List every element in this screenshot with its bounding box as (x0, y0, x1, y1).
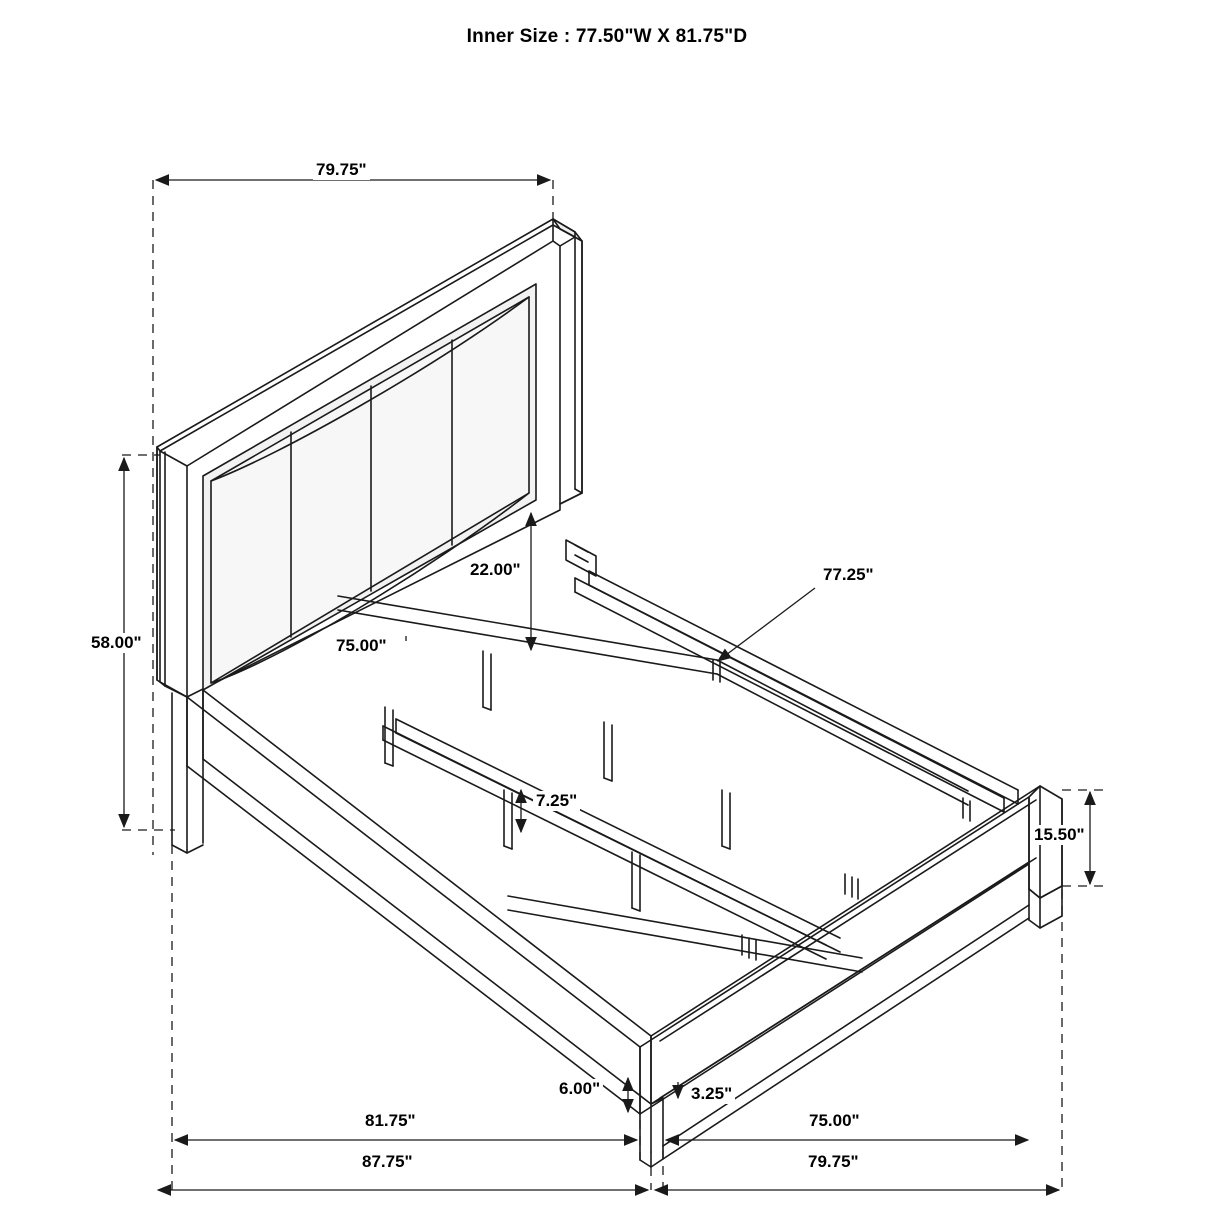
dim-headboard-panel-height: 22.00" (467, 560, 524, 580)
dim-side-rail-length: 77.25" (820, 565, 877, 585)
dim-headboard-height: 58.00" (88, 633, 145, 653)
dim-bed-inner-depth: 81.75" (362, 1111, 419, 1131)
dim-footboard-inner-width: 75.00" (806, 1111, 863, 1131)
dim-headboard-width-top: 79.75" (313, 160, 370, 180)
dim-headboard-inner-width: 75.00" (333, 636, 390, 656)
dim-footboard-height: 15.50" (1031, 825, 1088, 845)
dim-foot-post-width: 3.25" (688, 1084, 735, 1104)
diagram-title: Inner Size : 77.50"W X 81.75"D (466, 26, 748, 47)
dim-bed-overall-depth: 87.75" (359, 1152, 416, 1172)
dim-footboard-overall-width: 79.75" (805, 1152, 862, 1172)
dim-slat-height: 7.25" (533, 791, 580, 811)
dim-leg-clearance: 6.00" (556, 1079, 603, 1099)
